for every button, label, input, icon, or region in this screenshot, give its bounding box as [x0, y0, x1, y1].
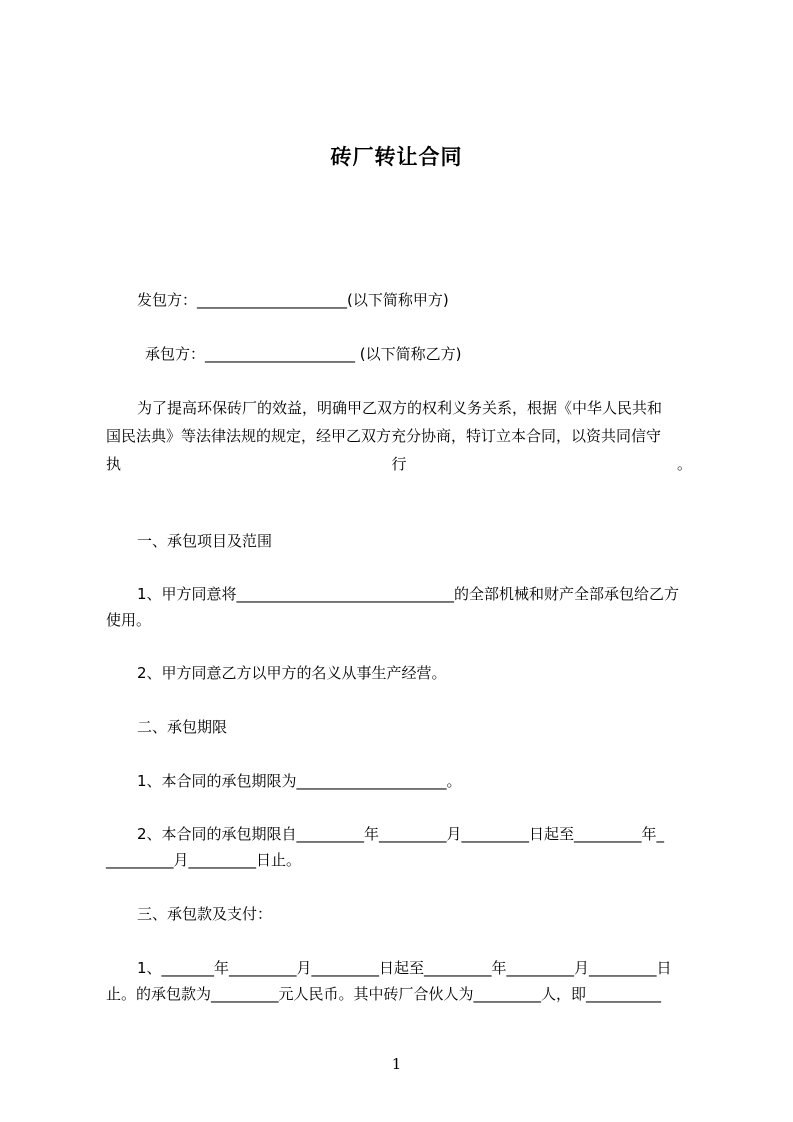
- page-number: 1: [391, 1055, 402, 1073]
- section-1-item-1-line-1: 1、甲方同意将_____________________________的全部机械和财产全部承包给乙方: [137, 585, 680, 603]
- party-b-line: 承包方：____________________ (以下简称乙方): [145, 345, 462, 363]
- intro-line-2: 国民法典》等法律法规的规定，经甲乙双方充分协商，特订立本合同，以资共同信守: [106, 427, 662, 445]
- section-1-item-1-line-2: 使用。: [106, 611, 152, 629]
- section-1-item-2: 2、甲方同意乙方以甲方的名义从事生产经营。: [137, 664, 447, 682]
- party-a-line: 发包方：____________________(以下简称甲方): [137, 291, 449, 309]
- section-2-heading: 二、承包期限: [137, 718, 228, 736]
- section-1-heading: 一、承包项目及范围: [137, 532, 273, 550]
- section-2-item-1: 1、本合同的承包期限为____________________。: [137, 772, 462, 790]
- intro-line-3-part-2: 行: [391, 455, 407, 473]
- intro-line-3: [106, 452, 692, 476]
- intro-line-3-part-1: 执: [106, 455, 122, 473]
- section-3-heading: 三、承包款及支付：: [137, 905, 273, 923]
- section-2-item-2-line-2: _________月_________日止。: [106, 851, 302, 869]
- section-3-item-1-line-2: 止。的承包款为_________元人民币。其中砖厂合伙人为_________人，即__________: [106, 985, 662, 1003]
- section-2-item-2-line-1: 2、本合同的承包期限自_________年_________月_________日起至_________年_: [137, 825, 665, 843]
- section-3-item-1-line-1: 1、_______年_________月_________日起至_________年_________月_________日: [137, 959, 672, 977]
- intro-line-1: 为了提高环保砖厂的效益，明确甲乙双方的权利义务关系，根据《中华人民共和: [137, 399, 663, 417]
- intro-line-3-part-3: 。: [676, 455, 692, 473]
- document-title: 砖厂转让合同: [330, 145, 463, 169]
